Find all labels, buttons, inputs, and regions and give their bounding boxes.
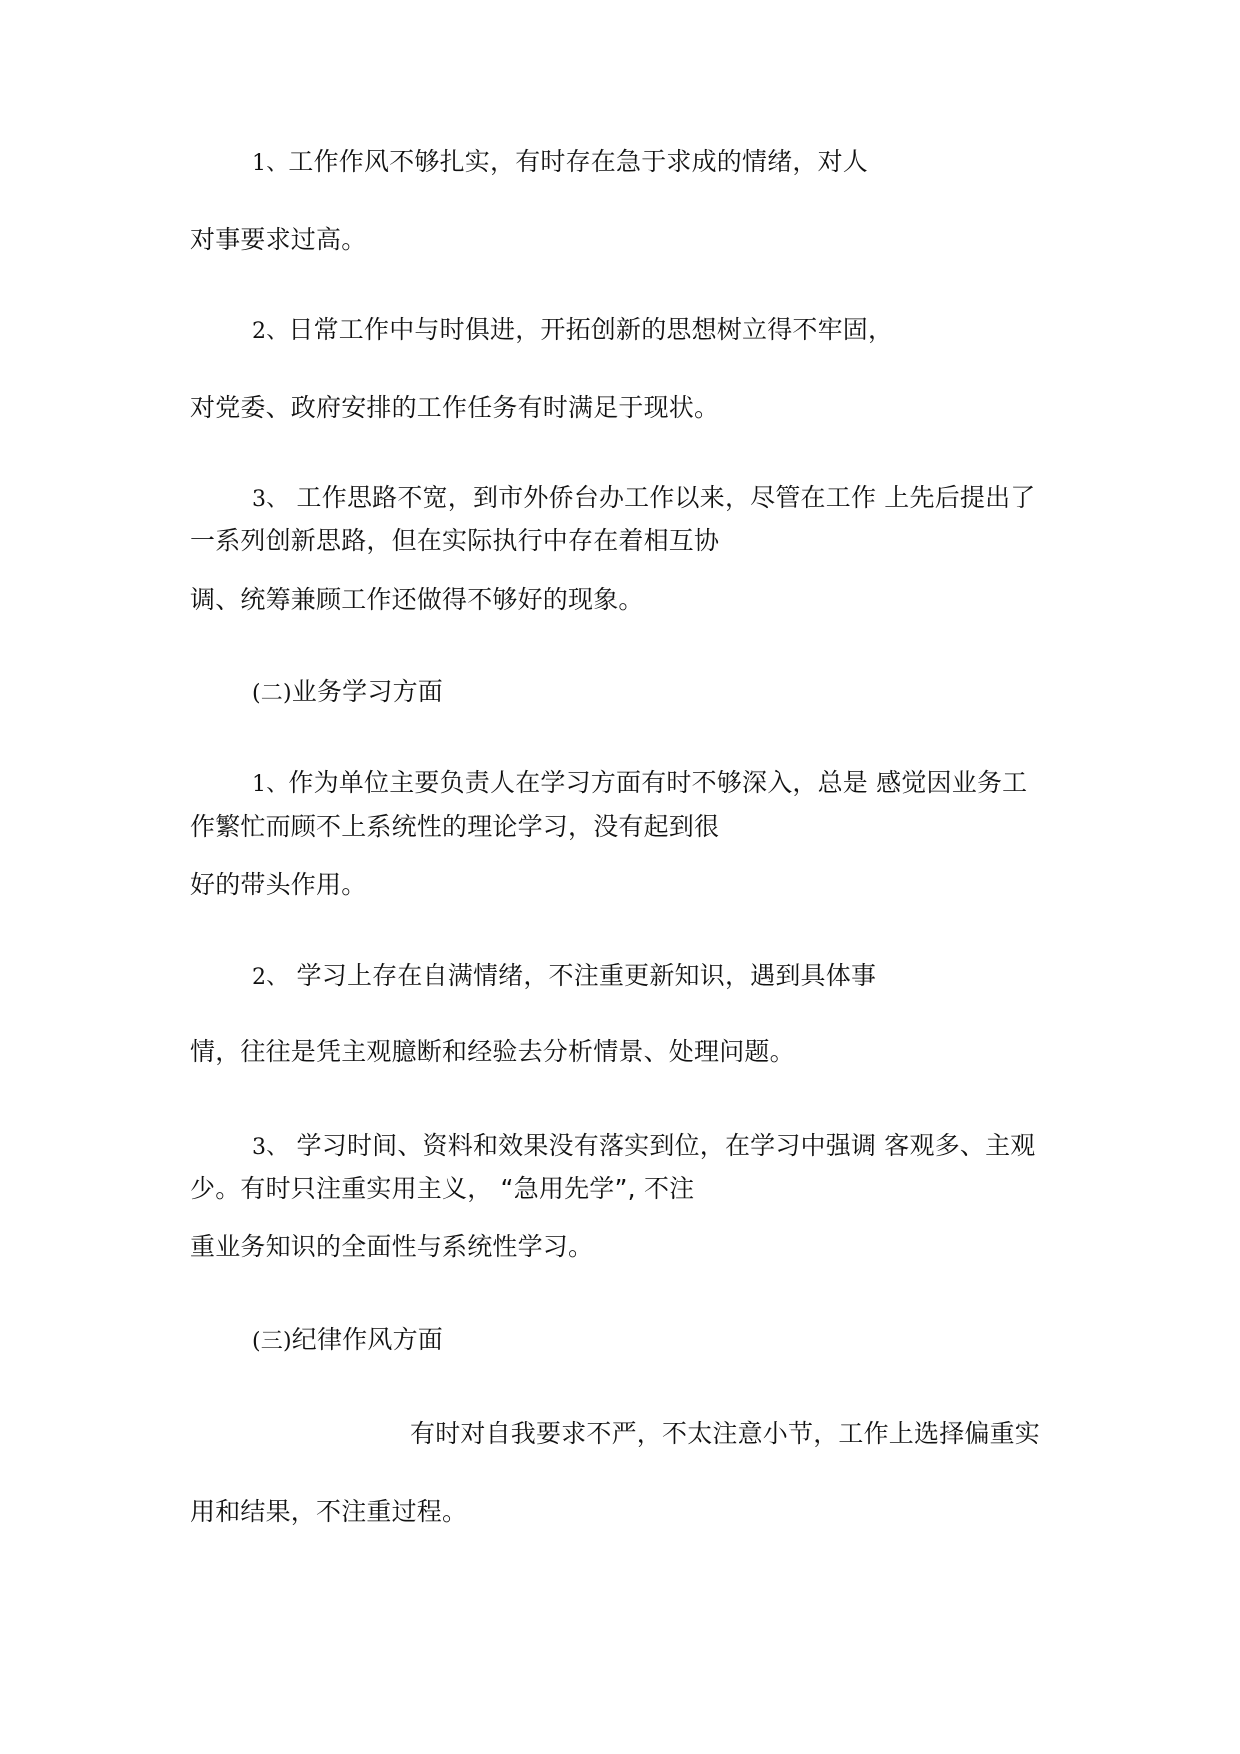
text-line: 3、 工作思路不宽，到市外侨台办工作以来，尽管在工作 上先后提出了: [252, 483, 1036, 512]
text-line: 2、 学习上存在自满情绪，不注重更新知识，遇到具体事: [252, 961, 877, 990]
text-line: 对事要求过高。: [190, 225, 367, 254]
text-line: 作繁忙而顾不上系统性的理论学习，没有起到很: [190, 812, 720, 841]
text-line: 调、统筹兼顾工作还做得不够好的现象。: [190, 585, 644, 614]
text-line: 重业务知识的全面性与系统性学习。: [190, 1232, 594, 1261]
text-line: 情，往往是凭主观臆断和经验去分析情景、处理问题。: [190, 1037, 795, 1066]
section-heading: (三)纪律作风方面: [252, 1325, 443, 1354]
text-line: 好的带头作用。: [190, 870, 367, 899]
text-line: 对党委、政府安排的工作任务有时满足于现状。: [190, 393, 720, 422]
list-number: 2、: [252, 319, 289, 344]
text-line: 一系列创新思路，但在实际执行中存在着相互协: [190, 526, 720, 555]
text-line: 用和结果，不注重过程。: [190, 1497, 468, 1526]
text-line: 2、日常工作中与时俱进，开拓创新的思想树立得不牢固，: [252, 315, 894, 344]
text-line: 少。有时只注重实用主义， “急用先学”, 不注: [190, 1174, 695, 1203]
text-line: 有时对自我要求不严，不太注意小节，工作上选择偏重实: [410, 1419, 1041, 1448]
list-number: 1、: [252, 151, 289, 176]
section-heading: (二)业务学习方面: [252, 677, 443, 706]
section-number: (二): [252, 681, 292, 706]
list-number: 3、: [252, 1135, 289, 1160]
text-line: 1、作为单位主要负责人在学习方面有时不够深入，总是 感觉因业务工: [252, 768, 1028, 797]
list-number: 3、: [252, 487, 289, 512]
list-number: 1、: [252, 772, 289, 797]
text-line: 1、工作作风不够扎实，有时存在急于求成的情绪，对人: [252, 147, 869, 176]
section-number: (三): [252, 1329, 292, 1354]
list-number: 2、: [252, 965, 289, 990]
text-line: 3、 学习时间、资料和效果没有落实到位，在学习中强调 客观多、主观: [252, 1131, 1036, 1160]
